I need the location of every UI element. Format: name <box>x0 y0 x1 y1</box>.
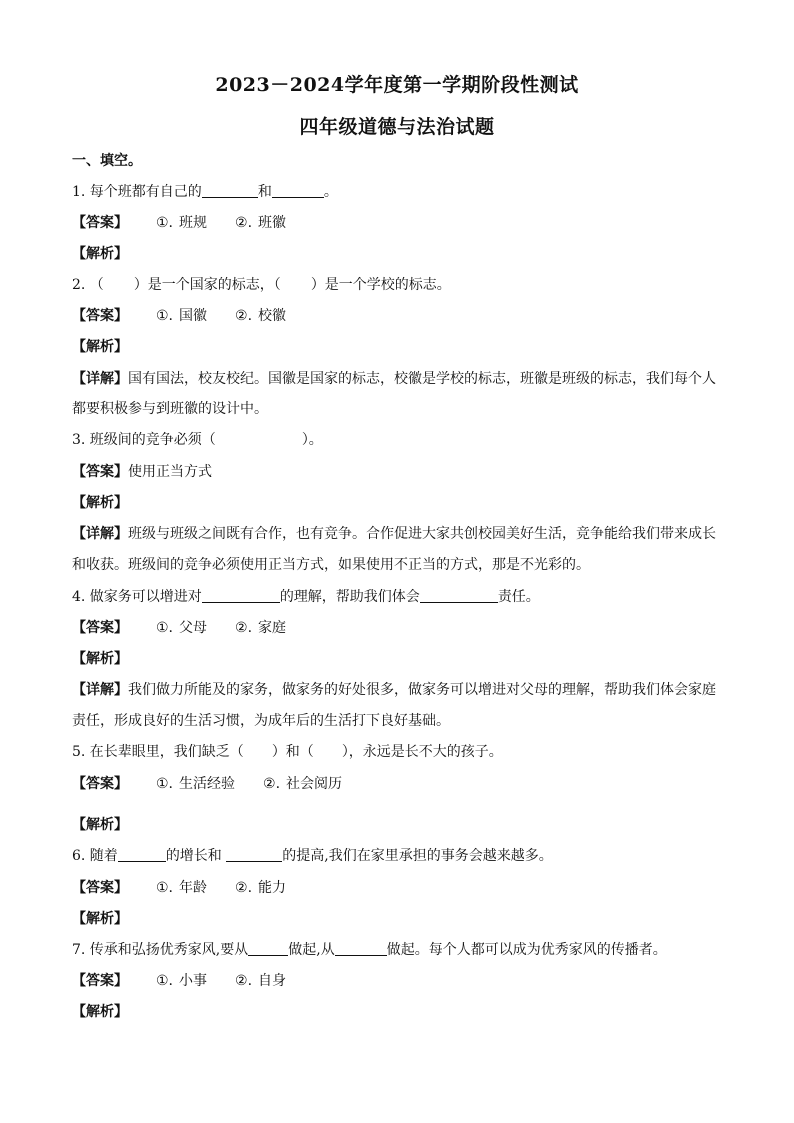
question-1: 1. 每个班都有自己的 和 。 <box>72 184 338 200</box>
question-3: 3. 班级间的竞争必须（ ）。 <box>72 432 323 448</box>
question-7: 7. 传承和弘扬优秀家风,要从 做起,从 做起。每个人都可以成为优秀家风的传播者。 <box>72 942 667 958</box>
answer-3: 【答案】使用正当方式 <box>72 464 212 480</box>
answer-1: 【答案】 ①. 班规 ②. 班徽 <box>72 215 287 231</box>
analysis-5: 【解析】 <box>72 817 128 833</box>
analysis-1: 【解析】 <box>72 246 128 262</box>
page-subtitle: 四年级道德与法治试题 <box>299 116 495 138</box>
blank <box>248 941 288 956</box>
question-2: 2. （ ）是一个国家的标志，（ ）是一个学校的标志。 <box>72 277 451 293</box>
detail-2-cont: 都要积极参与到班徽的设计中。 <box>72 401 268 417</box>
analysis-3: 【解析】 <box>72 495 128 511</box>
question-4: 4. 做家务可以增进对 的理解，帮助我们体会 责任。 <box>72 589 540 605</box>
page-title: 2023－2024学年度第一学期阶段性测试 <box>215 74 579 96</box>
blank <box>118 847 166 862</box>
blank <box>202 183 258 198</box>
answer-7: 【答案】 ①. 小事 ②. 自身 <box>72 973 287 989</box>
answer-2: 【答案】 ①. 国徽 ②. 校徽 <box>72 308 287 324</box>
detail-3: 【详解】班级与班级之间既有合作，也有竞争。合作促进大家共创校园美好生活，竞争能给我们带来成长 <box>72 526 716 542</box>
detail-3-cont: 和收获。班级间的竞争必须使用正当方式，如果使用不正当的方式，那是不光彩的。 <box>72 557 590 573</box>
analysis-2: 【解析】 <box>72 339 128 355</box>
blank <box>420 588 498 603</box>
blank <box>226 847 282 862</box>
analysis-7: 【解析】 <box>72 1004 128 1020</box>
blank <box>272 183 324 198</box>
analysis-6: 【解析】 <box>72 911 128 927</box>
answer-6: 【答案】 ①. 年龄 ②. 能力 <box>72 880 287 896</box>
question-6: 6. 随着 的增长和 的提高,我们在家里承担的事务会越来越多。 <box>72 848 553 864</box>
blank <box>335 941 387 956</box>
answer-5: 【答案】 ①. 生活经验 ②. 社会阅历 <box>72 776 343 792</box>
question-5: 5. 在长辈眼里，我们缺乏（ ）和（ ），永远是长不大的孩子。 <box>72 744 503 760</box>
answer-4: 【答案】 ①. 父母 ②. 家庭 <box>72 620 287 636</box>
detail-2: 【详解】国有国法，校友校纪。国徽是国家的标志，校徽是学校的标志，班徽是班级的标志，我们每个人 <box>72 371 716 387</box>
analysis-4: 【解析】 <box>72 651 128 667</box>
blank <box>202 588 280 603</box>
detail-4: 【详解】我们做力所能及的家务，做家务的好处很多，做家务可以增进对父母的理解，帮助我们体会家庭 <box>72 682 716 698</box>
detail-4-cont: 责任，形成良好的生活习惯，为成年后的生活打下良好基础。 <box>72 713 450 729</box>
section-heading: 一、填空。 <box>72 153 142 169</box>
